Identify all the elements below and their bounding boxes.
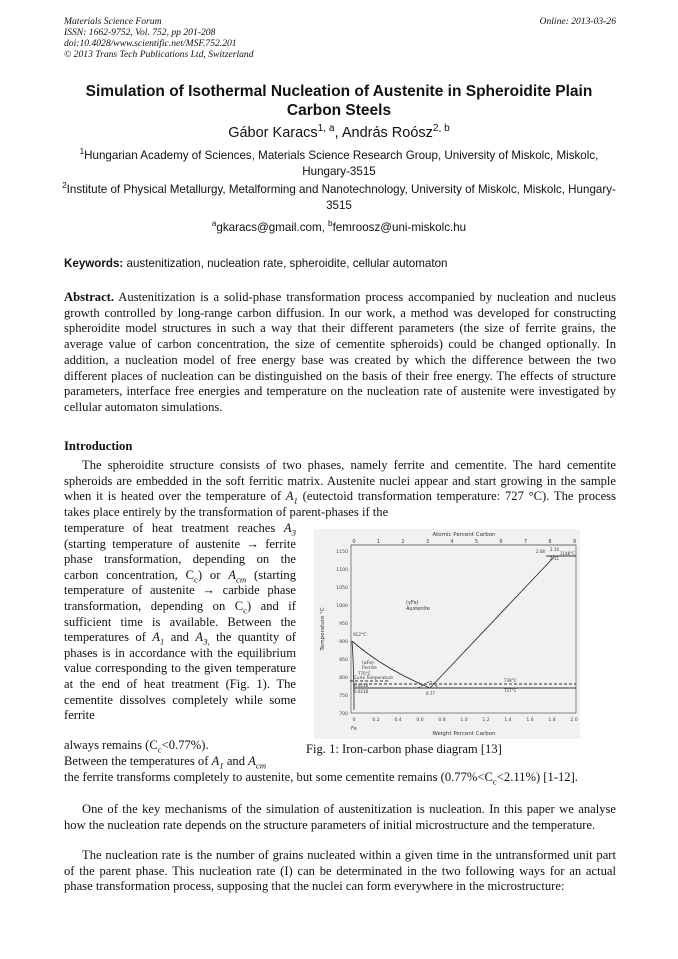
y-tick-label: 1050 — [336, 586, 348, 591]
top-tick-label: 9 — [572, 539, 577, 545]
email-a-sup: a — [211, 219, 217, 229]
wrap-text-5: ) and if sufficient time is available. Between the temperatures of — [64, 598, 296, 645]
copyright: © 2013 Trans Tech Publications Ltd, Switzerland — [64, 49, 254, 60]
author-2: András Roósz — [341, 125, 433, 141]
intro-paragraph-3: One of the key mechanisms of the simulation of austenitization is nucleation. In this paper we analyse how the nucleation rate depends on the structure parameters of initial microstructure and the temperature. — [64, 802, 616, 832]
label-077: 0.77 — [426, 691, 435, 696]
x-tick-label: 0.2 — [372, 718, 380, 723]
x-tick-label: 1.8 — [548, 718, 556, 723]
intro-paragraph-2b — [64, 754, 314, 770]
curie-label: Curie Temperature — [354, 675, 393, 680]
symbol-Acm-2-sub: cm — [255, 760, 267, 771]
top-tick-label: 5 — [474, 539, 479, 545]
x-tick-label: 1.0 — [460, 718, 468, 723]
austenite-label: (γFe) Austenite — [406, 600, 430, 612]
top-tick-label: 4 — [450, 539, 454, 545]
wrap-text-1: temperature of heat treatment reaches — [64, 521, 284, 535]
ferrite-label: (αFe) Ferrite — [362, 661, 377, 671]
x-tick-label: 0.8 — [438, 718, 446, 723]
x-tick-label: 1.2 — [482, 718, 490, 723]
paper-title: Simulation of Isothermal Nucleation of Austenite in Spheroidite Plain Carbon Steels — [85, 83, 593, 119]
top-axis-label: Atomic Percent Carbon — [432, 532, 496, 538]
symbol-A1-sub: 1 — [293, 495, 298, 506]
wrap-text-7: the quantity of phases is in accordance with the equilibrium value corresponding to the given temperature at the end of heat treatment (Fig. 1). The cementite dissolves completely while some ferrite — [64, 630, 296, 723]
keywords-label: Keywords: — [64, 257, 124, 270]
email-line — [62, 220, 616, 236]
aff2-text: Institute of Physical Metallurgy, Metalforming and Nanotechnology, University of Miskolc, Miskolc, Hungary-3515 — [66, 183, 616, 212]
author-1-sup: 1, a — [317, 123, 335, 135]
top-tick-label: 2 — [401, 539, 405, 545]
p2c-end: <2.11%) [1-12]. — [496, 770, 578, 784]
label-214: 2.14 — [550, 547, 559, 552]
top-tick-label: 8 — [548, 539, 552, 545]
intro-p1-text: The spheroidite structure consists of two phases, namely ferrite and cementite. The hard cementite spheroids are embedded in the soft ferritic matrix. Austenite nuclei appear and start growing in the sample when it is heated over the temperature of — [64, 458, 616, 504]
y-tick-label: 1000 — [336, 604, 348, 609]
email-a[interactable]: gkaracs@gmail.com, — [216, 221, 329, 234]
label-727: 727°C — [504, 688, 517, 693]
keywords-text: austenitization, nucleation rate, spheroidite, cellular automaton — [123, 257, 448, 270]
intro-paragraph-2c — [64, 770, 616, 786]
keywords — [64, 256, 618, 272]
top-tick-label: 1 — [376, 539, 381, 545]
x-tick-label: 2.0 — [570, 718, 578, 723]
section-heading-introduction: Introduction — [64, 439, 133, 453]
label-211: 2.11 — [550, 556, 559, 561]
y-tick-label: 700 — [339, 712, 348, 717]
intro-paragraph-2a — [64, 738, 300, 754]
author-2-sup: 2, b — [432, 123, 450, 135]
phase-diagram — [314, 529, 580, 739]
online-date: Online: 2013-03-26 — [539, 16, 616, 27]
y-tick-label: 950 — [339, 622, 348, 627]
label-738: 738°C — [504, 678, 517, 683]
label-1148: 1148°C — [560, 551, 575, 556]
figure-caption: Fig. 1: Iron-carbon phase diagram [13] — [306, 742, 502, 756]
y-tick-label: 750 — [339, 694, 348, 699]
top-tick-label: 3 — [425, 539, 430, 545]
phase-diagram-figure — [314, 529, 580, 739]
intro-wrapped-column — [64, 521, 296, 724]
x-tick-label: 0 — [352, 718, 356, 723]
p2a-end: <0.77%). — [161, 738, 209, 752]
symbol-c-sub-2: c — [243, 605, 248, 616]
top-tick-label: 0 — [352, 539, 356, 545]
doi: doi:10.4028/www.scientific.net/MSF.752.201 — [64, 38, 237, 49]
intro-p1-end: (eutectoid transformation temperature: 727 °C). The process takes place entirely by the transformation of parent-phases if the — [64, 489, 616, 519]
author-line — [60, 124, 618, 142]
x-tick-label: 0.6 — [416, 718, 424, 723]
p2b-text: Between the temperatures of — [64, 754, 212, 768]
y-tick-label: 1150 — [336, 550, 348, 555]
symbol-A3-2: A — [195, 630, 204, 645]
author-1: Gábor Karacs — [228, 125, 318, 141]
symbol-A3: A — [283, 521, 292, 535]
issn: ISSN: 1662-9752, Vol. 752, pp 201-208 — [64, 27, 216, 38]
y-tick-label: 800 — [339, 676, 348, 681]
intro-paragraph-1 — [64, 458, 616, 520]
wrap-text-6: and — [164, 630, 196, 645]
y-tick-label: 850 — [339, 658, 348, 663]
abstract-label: Abstract. — [64, 290, 115, 304]
label-0218-a: 0.0218 — [354, 683, 368, 688]
aff1-text: Hungarian Academy of Sciences, Materials Science Research Group, University of Miskolc, Miskolc, Hungary-3515 — [84, 149, 599, 178]
abstract — [64, 290, 616, 416]
label-770: 770°C — [358, 671, 371, 676]
fe-label: Fe — [351, 726, 357, 732]
top-tick-label: 6 — [499, 539, 503, 545]
journal-name: Materials Science Forum — [64, 16, 162, 27]
wrap-text-3: ) or — [197, 567, 229, 582]
journal-header — [64, 16, 616, 60]
p2a-text: always remains (C — [64, 738, 158, 752]
symbol-c-sub: c — [193, 574, 198, 585]
y-tick-label: 1100 — [336, 568, 348, 573]
symbol-A1: A — [285, 489, 294, 504]
x-tick-label: 1.6 — [526, 718, 534, 723]
symbol-Acm-sub: cm — [235, 574, 247, 585]
symbol-A1-2-sub: 1 — [160, 636, 165, 647]
aff1-num: 1 — [79, 147, 85, 157]
label-0218-b: 0.0218 — [354, 689, 368, 694]
p2c-text: the ferrite transforms completely to austenite, but some cementite remains (0.77%<C — [64, 770, 493, 784]
p2c-sub: c — [492, 776, 497, 787]
wrap-text-4: (starting temperature of austenite → carbide phase transformation, depending on C — [64, 567, 297, 613]
top-tick-label: 7 — [523, 539, 528, 545]
label-208: 2.08 — [536, 549, 545, 554]
abstract-text: Austenitization is a solid-phase transformation process accompanied by nucleation and nucleus growth controlled by long-range carbon diffusion. In our work, a method was developed for constructing spheroidite model structures in such a way that their different parameters (the size of ferrite grains, the average value of carbon concentration, the size of cementite spheroids) could be changed optionally. In addition, a nucleation model of free energy base was created by which the difference between the two different places of nucleation can be distinguished on the basis of their free energy. The effects of structure parameters, interface free energies and temperature on the nucleation rate of austenite were investigated by cellular automaton simulations. — [64, 290, 616, 414]
intro-paragraph-4: The nucleation rate is the number of grains nucleated within a given time in the untransformed unit part of the parent phase. This nucleation rate (I) can be determinated in the two following ways for an actual phase transformation process, supposing that the nuclei can form everywhere in the microstructure: — [64, 848, 616, 894]
bottom-axis-label: Weight Percent Carbon — [432, 731, 496, 737]
wrap-text-2: (starting temperature of austenite → ferrite phase transformation, depending on the carbon concentration, C — [64, 536, 296, 582]
p2a-sub: c — [157, 744, 162, 755]
symbol-Acm: A — [228, 567, 236, 582]
x-tick-label: 0.4 — [394, 718, 402, 723]
y-axis-label: Temperature °C — [320, 607, 326, 651]
x-tick-label: 1.4 — [504, 718, 512, 723]
label-912: 912°C — [353, 632, 367, 637]
symbol-A3-2-sub: 3, — [203, 636, 210, 647]
symbol-A1-3: A — [211, 754, 220, 768]
y-tick-label: 900 — [339, 640, 348, 645]
symbol-A1-2: A — [152, 630, 160, 645]
aff2-num: 2 — [62, 181, 67, 191]
p2b-and: and — [223, 754, 249, 768]
email-b[interactable]: femroosz@uni-miskolc.hu — [332, 221, 467, 234]
affiliation-2 — [62, 182, 616, 214]
affiliation-1 — [62, 148, 616, 180]
author-separator: , — [334, 125, 342, 141]
email-b-sup: b — [328, 219, 333, 229]
symbol-A3-sub: 3 — [291, 527, 296, 538]
symbol-Acm-2: A — [248, 754, 256, 768]
symbol-A1-3-sub: 1 — [219, 760, 224, 771]
